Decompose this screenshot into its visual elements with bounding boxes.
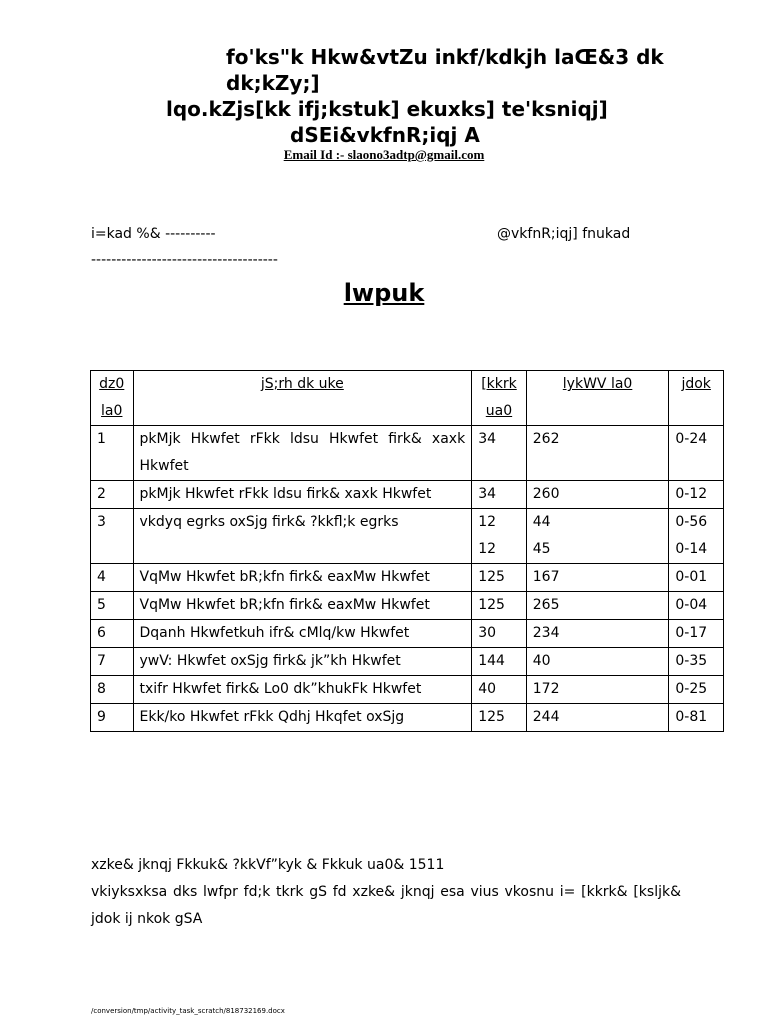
cell-serial: 8 bbox=[91, 676, 134, 704]
footer-text bbox=[91, 852, 681, 933]
table-row bbox=[91, 509, 724, 564]
cell-plot-value: 260 bbox=[532, 486, 560, 502]
cell-plot-value: 167 bbox=[532, 569, 560, 585]
cell-khata bbox=[472, 564, 527, 592]
cell-plot bbox=[526, 620, 669, 648]
cell-area-value: 0-01 bbox=[675, 569, 708, 585]
cell-name: ywV: Hkwfet oxSjg firk& jk”kh Hkwfet bbox=[133, 648, 472, 676]
cell-khata bbox=[472, 676, 527, 704]
cell-khata-value: 40 bbox=[478, 681, 497, 697]
cell-plot-value: 265 bbox=[532, 597, 560, 613]
cell-plot bbox=[526, 592, 669, 620]
header-name bbox=[133, 371, 472, 426]
header-khata-line1: [kkrk bbox=[481, 376, 517, 392]
header-khata bbox=[472, 371, 527, 426]
cell-area bbox=[669, 509, 724, 564]
cell-plot bbox=[526, 509, 669, 564]
header-serial bbox=[91, 371, 134, 426]
cell-area bbox=[669, 564, 724, 592]
cell-plot-value: 45 bbox=[532, 541, 551, 557]
cell-area-value: 0-81 bbox=[675, 709, 708, 725]
cell-plot bbox=[526, 676, 669, 704]
cell-area bbox=[669, 648, 724, 676]
place-date-label: @vkfnR;iqj] fnukad bbox=[497, 226, 631, 242]
notice-title: lwpuk bbox=[343, 279, 425, 307]
header-khata-line2: ua0 bbox=[485, 403, 513, 419]
table-row bbox=[91, 704, 724, 732]
cell-area-value: 0-25 bbox=[675, 681, 708, 697]
footer-line-1: xzke& jknqj Fkkuk& ?kkVf”kyk & Fkkuk ua0& 1511 bbox=[91, 857, 445, 873]
dash-line: ------------------------------------- bbox=[91, 252, 278, 268]
footer-line-2: vkiyksxksa dks lwfpr fd;k tkrk gS fd xzke& jknqj esa vius vkosnu i= [kkrk& [ksljk& jdok ij nkok gSA bbox=[91, 884, 681, 927]
cell-name: pkMjk Hkwfet rFkk ldsu Hkwfet firk& xaxk Hkwfet bbox=[133, 426, 472, 481]
cell-khata-value: 125 bbox=[478, 709, 505, 725]
file-path: /conversion/tmp/activity_task_scratch/818732169.docx bbox=[91, 1007, 285, 1015]
cell-serial: 6 bbox=[91, 620, 134, 648]
cell-serial: 5 bbox=[91, 592, 134, 620]
cell-name: Ekk/ko Hkwfet rFkk Qdhj Hkqfet oxSjg bbox=[133, 704, 472, 732]
header-plot-text: lykWV la0 bbox=[562, 376, 633, 392]
cell-plot-value: 234 bbox=[532, 625, 560, 641]
header-name-text: jS;rh dk uke bbox=[260, 376, 344, 392]
cell-khata bbox=[472, 620, 527, 648]
cell-name: txifr Hkwfet firk& Lo0 dk”khukFk Hkwfet bbox=[133, 676, 472, 704]
cell-area-value: 0-12 bbox=[675, 486, 708, 502]
cell-serial: 9 bbox=[91, 704, 134, 732]
cell-name: Dqanh Hkwfetkuh ifr& cMlq/kw Hkwfet bbox=[133, 620, 472, 648]
email-id: Email Id :- slaono3adtp@gmail.com bbox=[283, 147, 485, 162]
cell-khata-value: 144 bbox=[478, 653, 505, 669]
table-row bbox=[91, 592, 724, 620]
cell-plot bbox=[526, 481, 669, 509]
cell-plot-value: 244 bbox=[532, 709, 560, 725]
header-area bbox=[669, 371, 724, 426]
header-line-2: dk;kZy;] bbox=[226, 71, 320, 95]
table-header-row bbox=[91, 371, 724, 426]
cell-plot-value: 44 bbox=[532, 514, 551, 530]
table-row bbox=[91, 426, 724, 481]
cell-area bbox=[669, 592, 724, 620]
cell-serial: 2 bbox=[91, 481, 134, 509]
cell-khata-value: 12 bbox=[478, 514, 497, 530]
table-row bbox=[91, 564, 724, 592]
cell-khata bbox=[472, 426, 527, 481]
table-row bbox=[91, 481, 724, 509]
cell-khata-value: 34 bbox=[478, 431, 497, 447]
cell-area-value: 0-56 bbox=[675, 514, 708, 530]
land-table bbox=[90, 370, 724, 732]
cell-name: pkMjk Hkwfet rFkk ldsu firk& xaxk Hkwfet bbox=[133, 481, 472, 509]
header-area-text: jdok bbox=[681, 376, 711, 392]
cell-area-value: 0-35 bbox=[675, 653, 708, 669]
cell-area-value: 0-24 bbox=[675, 431, 708, 447]
cell-plot bbox=[526, 564, 669, 592]
cell-khata-value: 30 bbox=[478, 625, 497, 641]
cell-serial: 1 bbox=[91, 426, 134, 481]
cell-area-value: 0-04 bbox=[675, 597, 708, 613]
cell-area bbox=[669, 676, 724, 704]
cell-plot bbox=[526, 648, 669, 676]
cell-plot bbox=[526, 704, 669, 732]
patrank-label: i=kad %& ---------- bbox=[91, 226, 216, 242]
header-line-3: lqo.kZjs[kk ifj;kstuk] ekuxks] te'ksniqj] bbox=[166, 97, 608, 121]
cell-area bbox=[669, 704, 724, 732]
cell-area bbox=[669, 481, 724, 509]
cell-khata bbox=[472, 592, 527, 620]
table-row bbox=[91, 620, 724, 648]
cell-area-value: 0-17 bbox=[675, 625, 708, 641]
cell-serial: 4 bbox=[91, 564, 134, 592]
cell-plot-value: 262 bbox=[532, 431, 560, 447]
cell-area bbox=[669, 426, 724, 481]
cell-area bbox=[669, 620, 724, 648]
header-line-1: fo'ks"k Hkw&vtZu inkf/kdkjh laŒ&3 dk bbox=[226, 45, 664, 69]
cell-plot-value: 40 bbox=[532, 653, 551, 669]
cell-khata bbox=[472, 648, 527, 676]
table-row bbox=[91, 648, 724, 676]
cell-khata-value: 125 bbox=[478, 569, 505, 585]
cell-name: VqMw Hkwfet bR;kfn firk& eaxMw Hkwfet bbox=[133, 592, 472, 620]
cell-khata bbox=[472, 481, 527, 509]
header-line-4: dSEi&vkfnR;iqj A bbox=[290, 123, 480, 147]
cell-khata bbox=[472, 509, 527, 564]
header-serial-line1: dz0 bbox=[99, 376, 125, 392]
header-plot bbox=[526, 371, 669, 426]
cell-name: VqMw Hkwfet bR;kfn firk& eaxMw Hkwfet bbox=[133, 564, 472, 592]
cell-plot-value: 172 bbox=[532, 681, 560, 697]
cell-area-value: 0-14 bbox=[675, 541, 708, 557]
cell-khata-value: 12 bbox=[478, 541, 497, 557]
cell-khata bbox=[472, 704, 527, 732]
cell-plot bbox=[526, 426, 669, 481]
table-body bbox=[91, 426, 724, 732]
cell-serial: 3 bbox=[91, 509, 134, 564]
cell-name: vkdyq egrks oxSjg firk& ?kkfl;k egrks bbox=[133, 509, 472, 564]
table-row bbox=[91, 676, 724, 704]
header-serial-line2: la0 bbox=[101, 403, 123, 419]
office-header bbox=[0, 44, 768, 148]
cell-khata-value: 34 bbox=[478, 486, 497, 502]
cell-serial: 7 bbox=[91, 648, 134, 676]
cell-khata-value: 125 bbox=[478, 597, 505, 613]
